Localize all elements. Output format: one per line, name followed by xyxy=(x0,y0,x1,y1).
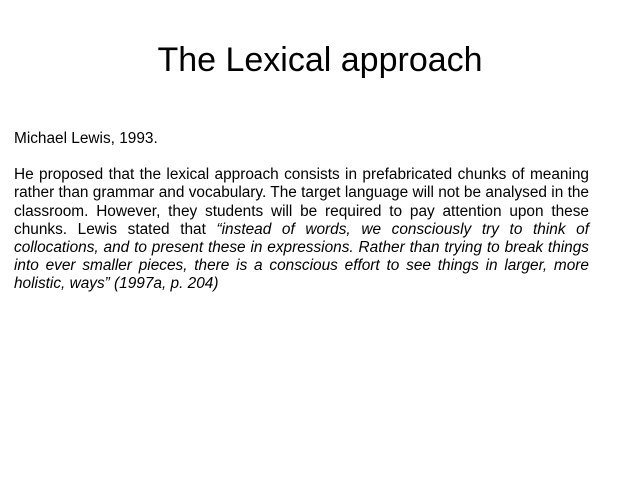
author-line: Michael Lewis, 1993. xyxy=(14,130,158,147)
paragraph-text: He proposed that the lexical approach consists in prefabricated chunks of meaning rather than grammar and vocabulary. The target language will not be analysed in the classroom. However, they students will be required to pay attention upon these chunks. Lewis stated that xyxy=(14,166,589,238)
slide-title: The Lexical approach xyxy=(157,41,483,79)
body-paragraph xyxy=(14,166,589,293)
slide-body xyxy=(14,130,589,294)
paragraph-quote: “instead of words, we consciously try to think of collocations, and to present these in expressions. Rather than trying to break things into ever smaller pieces, there is a conscious effort to see things in larger, more holistic, ways” (1997a, p. 204) xyxy=(14,220,589,293)
